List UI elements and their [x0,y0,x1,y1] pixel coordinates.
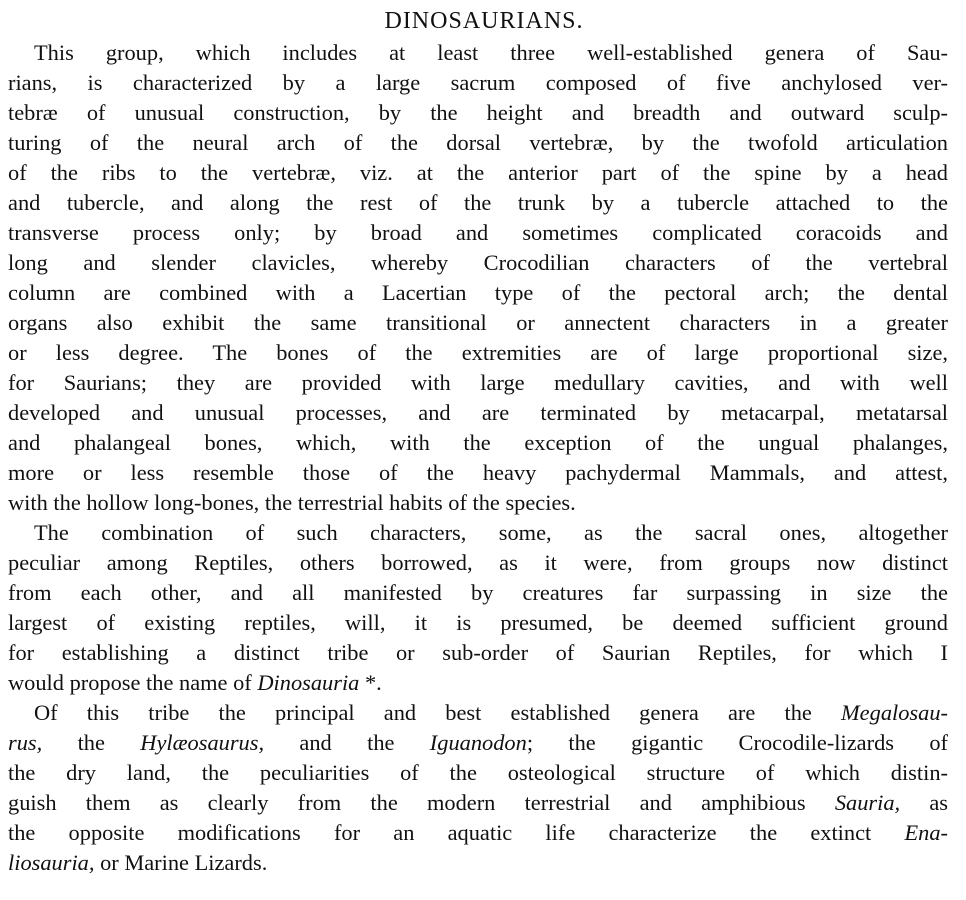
text-line: peculiar among Reptiles, others borrowed, as it were, from groups now distinct [8,550,948,575]
text-line: from each other, and all manifested by creatures far surpassing in size the [8,580,948,605]
text-run: guish them as clearly from the modern terrestrial and amphibious [8,790,835,815]
text-line: largest of existing reptiles, will, it is presumed, be deemed sufficient ground [8,610,948,635]
text-line [8,788,948,818]
text-line: or less degree. The bones of the extremities are of large proportional size, [8,340,948,365]
text-line: The combination of such characters, some, as the sacral ones, altogether [34,520,948,545]
text-line: and phalangeal bones, which, with the exception of the ungual phalanges, [8,430,948,455]
text-line: rians, is characterized by a large sacrum composed of five anchylosed ver- [8,70,948,95]
text-line: This group, which includes at least three well-established genera of Sau- [34,40,948,65]
text-run: as [900,790,949,815]
text-run: ; the gigantic Crocodile-lizards of [526,730,948,755]
text-line: the dry land, the peculiarities of the osteological structure of which distin- [8,760,948,785]
text-line: for Saurians; they are provided with large medullary cavities, and with well [8,370,948,395]
italic-term: Dinosauria [257,670,360,695]
text-line: transverse process only; by broad and sometimes complicated coracoids and [8,220,948,245]
italic-term: Ena- [904,820,948,845]
text-line [8,818,948,848]
text-line: developed and unusual processes, and are terminated by metacarpal, metatarsal [8,400,948,425]
italic-term: Sauria, [834,790,901,815]
text-run: or Marine Lizards. [94,850,268,875]
text-run: the opposite modifications for an aquatic life characterize the extinct [8,820,905,845]
text-line [8,728,948,758]
text-line [8,698,948,728]
text-line: more or less resemble those of the heavy pachydermal Mammals, and attest, [8,460,948,485]
text-run: the [42,730,141,755]
italic-term: rus, [8,730,43,755]
paragraph-1 [8,38,948,518]
text-run: would propose the name of [8,670,258,695]
text-run: Of this tribe the principal and best established genera are the [34,700,842,725]
page-heading: DINOSAURIANS. [384,8,584,34]
paragraph-2 [8,518,948,698]
italic-term: liosauria, [8,850,95,875]
text-line [8,668,948,698]
text-line: and tubercle, and along the rest of the trunk by a tubercle attached to the [8,190,948,215]
text-line: long and slender clavicles, whereby Crocodilian characters of the vertebral [8,250,948,275]
italic-term: Iguanodon [429,730,527,755]
text-line: organs also exhibit the same transitional or annectent characters in a greater [8,310,948,335]
text-line: turing of the neural arch of the dorsal vertebræ, by the twofold articulation [8,130,948,155]
italic-term: Hylæosaurus, [140,730,265,755]
text-line: tebræ of unusual construction, by the height and breadth and outward sculp- [8,100,948,125]
text-run: and the [264,730,430,755]
text-line: column are combined with a Lacertian type of the pectoral arch; the dental [8,280,948,305]
text-line: with the hollow long-bones, the terrestrial habits of the species. [8,490,576,515]
italic-term: Megalosau- [841,700,948,725]
text-line: for establishing a distinct tribe or sub-order of Saurian Reptiles, for which I [8,640,948,665]
text-line [8,848,948,878]
text-run: *. [359,670,382,695]
paragraph-3 [8,698,948,878]
text-line: of the ribs to the vertebræ, viz. at the anterior part of the spine by a head [8,160,948,185]
